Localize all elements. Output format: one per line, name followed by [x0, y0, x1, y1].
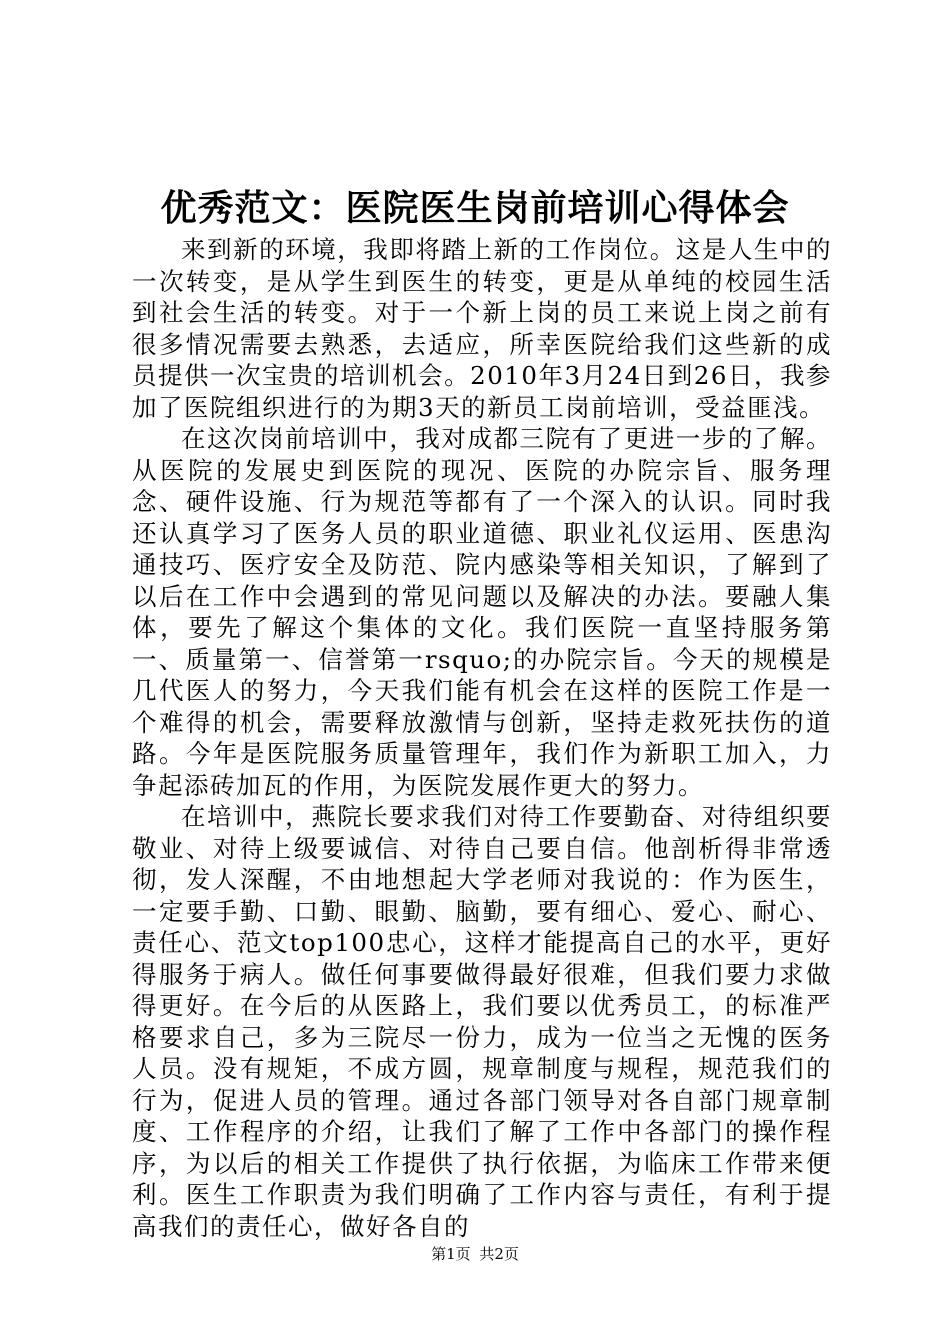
paragraph-3: 在培训中，燕院长要求我们对待工作要勤奋、对待组织要敬业、对待上级要诚信、对待自己要自信。他剖析得非常透彻，发人深醒，不由地想起大学老师对我说的：作为医生，一定要手勤、口勤、眼勤、脑勤，要有细心、爱心、耐心、责任心、范文top100忠心，这样才能提高自己的水平，更好得服务于病人。做任何事要做得最好很难，但我们要力求做得更好。在今后的从医路上，我们要以优秀员工，的标准严格要求自己，多为三院尽一份力，成为一位当之无愧的医务人员。没有规矩，不成方圆，规章制度与规程，规范我们的行为，促进人员的管理。通过各部门领导对各自部门规章制度、工作程序的介绍，让我们了解了工作中各部门的操作程序，为以后的相关工作提供了执行依据，为临床工作带来便利。医生工作职责为我们明确了工作内容与责任，有利于提高我们的责任心，做好各自的 [132, 802, 832, 1241]
total-pages: 共2页 [479, 1245, 519, 1263]
document-title: 优秀范文：医院医生岗前培训心得体会 [160, 187, 790, 229]
page-footer [0, 1244, 950, 1264]
paragraph-1: 来到新的环境，我即将踏上新的工作岗位。这是人生中的一次转变，是从学生到医生的转变，更是从单纯的校园生活到社会生活的转变。对于一个新上岗的员工来说上岗之前有很多情况需要去熟悉，去适应，所幸医院给我们这些新的成员提供一次宝贵的培训机会。2010年3月24日到26日，我参加了医院组织进行的为期3天的新员工岗前培训，受益匪浅。 [132, 235, 832, 422]
paragraph-2: 在这次岗前培训中，我对成都三院有了更进一步的了解。从医院的发展史到医院的现况、医院的办院宗旨、服务理念、硬件设施、行为规范等都有了一个深入的认识。同时我还认真学习了医务人员的职业道德、职业礼仪运用、医患沟通技巧、医疗安全及防范、院内感染等相关知识，了解到了以后在工作中会遇到的常见问题以及解决的办法。要融人集体，要先了解这个集体的文化。我们医院一直坚持服务第一、质量第一、信誉第一rsquo;的办院宗旨。今天的规模是几代医人的努力，今天我们能有机会在这样的医院工作是一个难得的机会，需要释放激情与创新，坚持走救死扶伤的道路。今年是医院服务质量管理年，我们作为新职工加入，力争起添砖加瓦的作用，为医院发展作更大的努力。 [132, 424, 832, 800]
page-number: 第1页 [431, 1245, 471, 1263]
document-body [132, 234, 832, 1242]
